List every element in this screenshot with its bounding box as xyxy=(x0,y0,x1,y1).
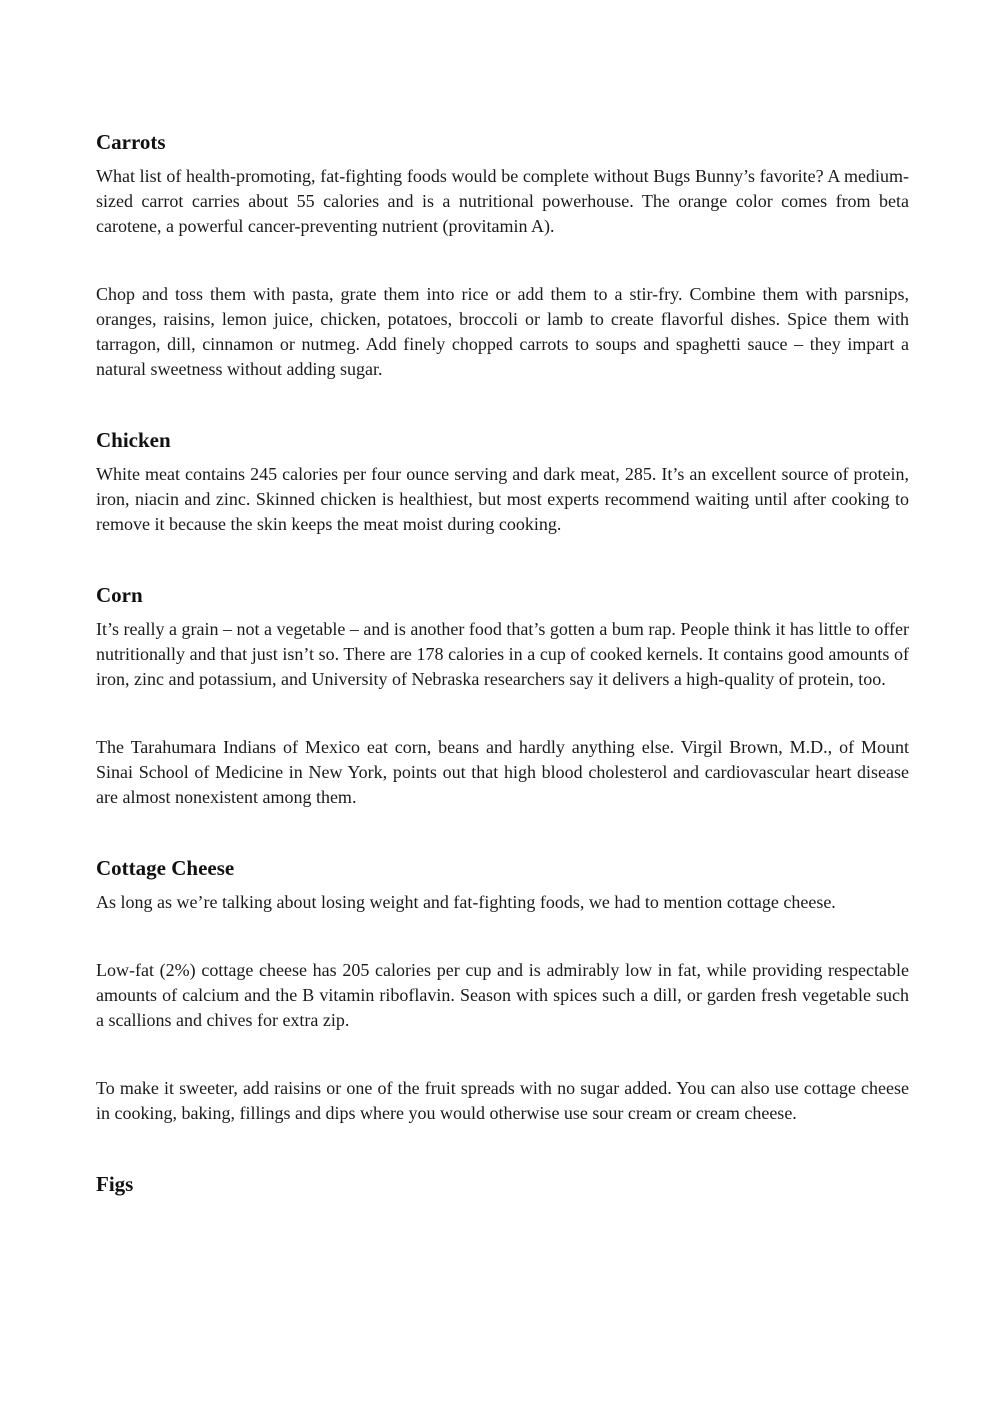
section-heading: Corn xyxy=(96,583,143,607)
paragraph: Low-fat (2%) cottage cheese has 205 calories per cup and is admirably low in fat, while providing respectable amounts of calcium and the B vitamin riboflavin. Season with spices such a dill, or garden fresh vegetable such a scallions and chives for extra zip. xyxy=(96,960,909,1030)
section-corn xyxy=(96,580,909,810)
paragraph: What list of health-promoting, fat-fighting foods would be complete without Bugs Bunny’s favorite? A medium-sized carrot carries about 55 calories and is a nutritional powerhouse. The orange color comes from beta carotene, a powerful cancer-preventing nutrient (provitamin A). xyxy=(96,166,909,236)
paragraph: To make it sweeter, add raisins or one of the fruit spreads with no sugar added. You can also use cottage cheese in cooking, baking, fillings and dips where you would otherwise use sour cream or cream cheese. xyxy=(96,1078,909,1123)
paragraph: It’s really a grain – not a vegetable – and is another food that’s gotten a bum rap. People think it has little to offer nutritionally and that just isn’t so. There are 178 calories in a cup of cooked kernels. It contains good amounts of iron, zinc and potassium, and University of Nebraska researchers say it delivers a high-quality of protein, too. xyxy=(96,619,909,689)
paragraph: The Tarahumara Indians of Mexico eat corn, beans and hardly anything else. Virgil Brown, M.D., of Mount Sinai School of Medicine in New York, points out that high blood cholesterol and cardiovascular heart disease are almost nonexistent among them. xyxy=(96,737,909,807)
paragraph: As long as we’re talking about losing weight and fat-fighting foods, we had to mention cottage cheese. xyxy=(96,892,836,912)
section-carrots xyxy=(96,127,909,382)
section-cottage-cheese xyxy=(96,853,909,1126)
section-heading: Chicken xyxy=(96,428,171,452)
section-heading: Figs xyxy=(96,1172,134,1196)
section-heading: Carrots xyxy=(96,130,166,154)
section-heading: Cottage Cheese xyxy=(96,856,235,880)
section-figs xyxy=(96,1169,909,1199)
document-page xyxy=(96,127,909,1206)
section-chicken xyxy=(96,425,909,537)
paragraph: White meat contains 245 calories per four ounce serving and dark meat, 285. It’s an excellent source of protein, iron, niacin and zinc. Skinned chicken is healthiest, but most experts recommend waiting until after cooking to remove it because the skin keeps the meat moist during cooking. xyxy=(96,464,909,534)
paragraph: Chop and toss them with pasta, grate them into rice or add them to a stir-fry. Combine them with parsnips, oranges, raisins, lemon juice, chicken, potatoes, broccoli or lamb to create flavorful dishes. Spice them with tarragon, dill, cinnamon or nutmeg. Add finely chopped carrots to soups and spaghetti sauce – they impart a natural sweetness without adding sugar. xyxy=(96,284,909,379)
